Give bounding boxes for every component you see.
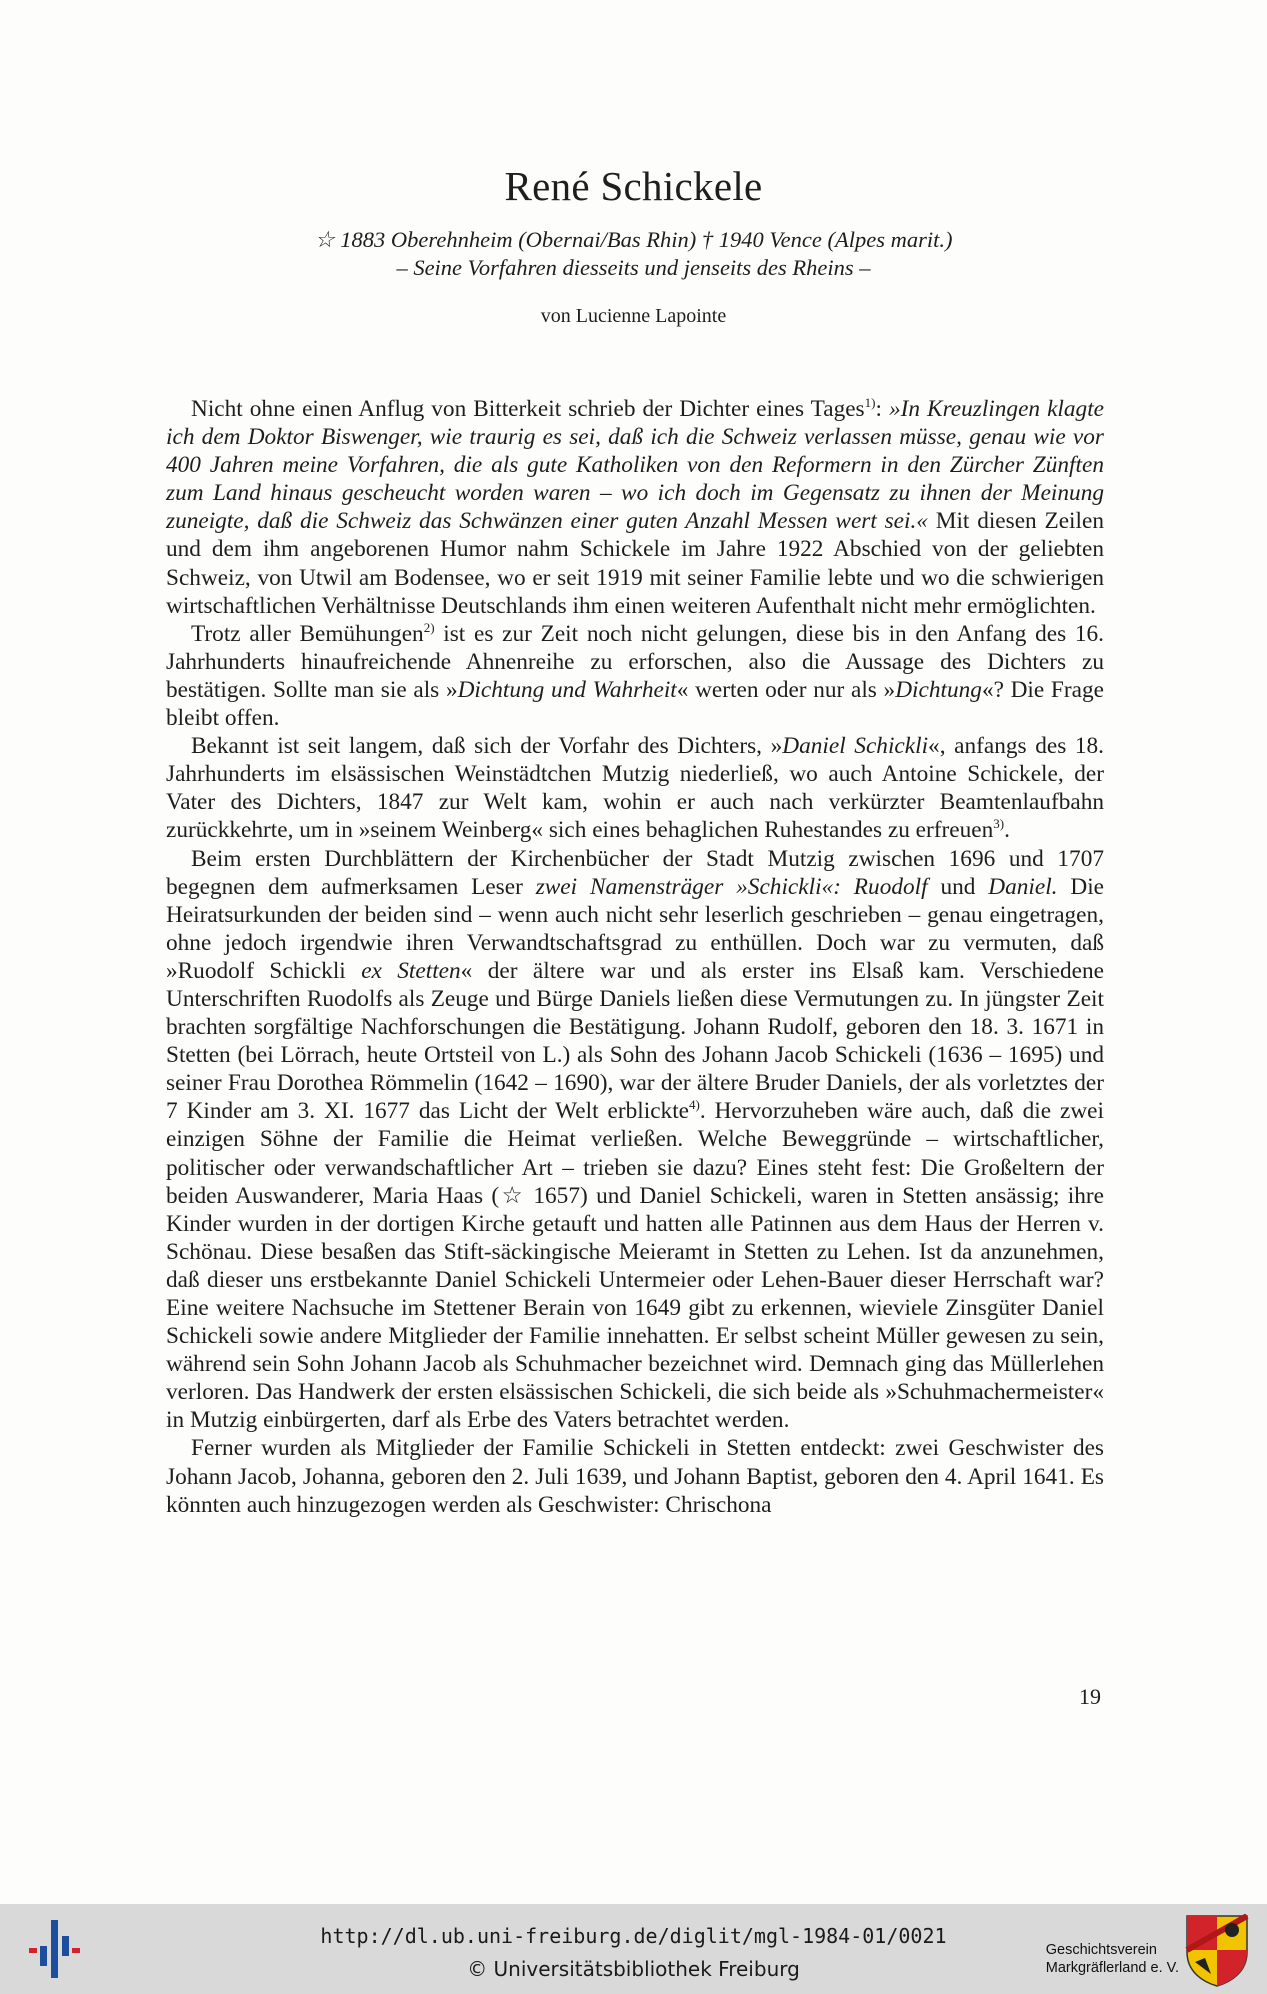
- italic-text: Daniel Schickli: [782, 733, 929, 760]
- text-run: Beim ersten Durchblättern der Kirchenbücher der Stadt Mutzig zwischen 1696 und 1707 begegnen dem aufmerksamen Leser: [166, 845, 1104, 900]
- text-run: .: [1004, 817, 1010, 844]
- text-run: Mit diesen Zeilen und dem ihm angeborenen Humor nahm Schickele im Jahre 1922 Abschied von der geliebten Schweiz, von Utwil am Bodensee, wo er seit 1919 mit seiner Familie lebte und wo die schwierigen wirtschaftlichen Verhältnisse Deutschlands ihm einen weiteren Aufenthalt nicht mehr ermöglichten.: [166, 508, 1104, 619]
- society-name-line-1: Geschichtsverein: [1045, 1942, 1157, 1958]
- footnote-marker: 1): [864, 395, 876, 411]
- italic-text: Dichtung: [895, 676, 982, 703]
- copyright-text: © Universitätsbibliothek Freiburg: [467, 1957, 800, 1981]
- society-name-line-2: Markgräflerland e. V.: [1045, 1960, 1179, 1976]
- paragraph-3: [166, 732, 1104, 844]
- italic-text: ex Stetten: [361, 957, 461, 984]
- text-run: Nicht ohne einen Anflug von Bitterkeit schrieb der Dichter eines Tages: [191, 396, 865, 422]
- text-run: Die Heiratsurkunden der beiden sind – wenn auch nicht sehr leserlich geschrieben – genau eingetragen, ohne jedoch irgendwie ihren Verwandtschaftsgrad zu enthüllen. Doch war zu vermuten, daß »Ruodolf Schickli: [166, 873, 1105, 984]
- viewer-footer: [0, 1904, 1267, 1994]
- society-name: [1046, 1941, 1179, 1977]
- footnote-marker: 2): [423, 619, 435, 635]
- text-run: «, anfangs des 18. Jahrhunderts im elsässischen Weinstädtchen Mutzig niederließ, wo auch Antoine Schickele, der Vater des Dichters, 1847 zur Welt kam, wohin er auch nach verkürzter Beamtenlaufbahn zurückkehrte, um in »seinem Weinberg« sich eines behaglichen Ruhestandes zu erfreuen: [166, 733, 1105, 844]
- article-byline: von Lucienne Lapointe: [540, 305, 727, 327]
- text-run: ist es zur Zeit noch nicht gelungen, diese bis in den Anfang des 16. Jahrhunderts hinaufreichende Ahnenreihe zu erforschen, also die Aussage des Dichters zu bestätigen. Sollte man sie als »: [166, 620, 1104, 703]
- article-title: René Schickele: [504, 163, 763, 209]
- quote-text: »In Kreuzlingen klagte ich dem Doktor Biswenger, wie traurig es sei, daß ich die Schweiz verlassen müsse, genau wie vor 400 Jahren meine Vorfahren, die als gute Katholiken von den Reformern in den Zürcher Zünften zum Land hinaus gescheucht worden waren – wo ich doch im Gegensatz zu ihnen der Meinung zuneigte, daß die Schweiz das Schwänzen einer guten Anzahl Messen wert sei.«: [166, 396, 1105, 535]
- text-run: «? Die Frage bleibt offen.: [166, 676, 1104, 732]
- paragraph-1: [166, 395, 1104, 620]
- paragraph-4: [166, 845, 1104, 1435]
- text-run: Trotz aller Bemühungen: [191, 620, 424, 647]
- paragraph-5: [166, 1434, 1104, 1518]
- document-url-link[interactable]: http://dl.ub.uni-freiburg.de/diglit/mgl-1984-01/0021: [320, 1924, 947, 1948]
- article-body: [166, 395, 1104, 1519]
- text-run: « werten oder nur als »: [676, 676, 896, 703]
- article-subtitle: – Seine Vorfahren diesseits und jenseits des Rheins –: [396, 255, 871, 280]
- text-run: . Hervorzuheben wäre auch, daß die zwei einzigen Söhne der Familie die Heimat verließen. Welche Beweggründe – wirtschaftlicher, politischer oder verwandschaftlicher Art – trieben sie dazu? Eines steht fest: Die Großeltern der beiden Auswanderer, Maria Haas (☆ 1657) und Daniel Schickeli, waren in Stetten ansässig; ihre Kinder wurden in der dortigen Kirche getauft und hatten alle Patinnen aus dem Haus der Herren v. Schönau. Diese besaßen das Stift-säckingische Meieramt in Stetten zu Lehen. Ist da anzunehmen, daß dieser uns erstbekannte Daniel Schickeli Untermeier oder Lehen-Bauer dieser Herrschaft war? Eine weitere Nachsuche im Stettener Berain von 1649 gibt zu erkennen, wieviele Zinsgüter Daniel Schickeli sowie andere Mitglieder der Familie innehatten. Er selbst scheint Müller gewesen zu sein, während sein Sohn Johann Jacob als Schuhmacher bezeichnet wird. Demnach ging das Müllerlehen verloren. Das Handwerk der ersten elsässischen Schickeli, die sich beide als »Schuhmachermeister« in Mutzig einbürgerten, darf als Erbe des Vaters betrachtet werden.: [166, 1098, 1104, 1434]
- text-run: Bekannt ist seit langem, daß sich der Vorfahr des Dichters, »: [191, 733, 783, 760]
- text-run: :: [875, 396, 889, 422]
- coat-of-arms-icon: [1185, 1914, 1249, 1988]
- article-subtitle-dates: ☆ 1883 Oberehnheim (Obernai/Bas Rhin) † 1940 Vence (Alpes marit.): [314, 227, 953, 252]
- italic-text: Dichtung und Wahrheit: [457, 676, 677, 703]
- text-run: « der ältere war und als erster ins Elsaß kam. Verschiedene Unterschriften Ruodolfs als Zeuge und Bürge Daniels ließen diese Vermutungen zu. In jüngster Zeit brachten sorgfältige Nachforschungen die Bestätigung. Johann Rudolf, geboren den 18. 3. 1671 in Stetten (bei Lörrach, heute Ortsteil von L.) als Sohn des Johann Jacob Schickeli (1636 – 1695) und seiner Frau Dorothea Römmelin (1642 – 1690), war der ältere Bruder Daniels, der als vorletztes der 7 Kinder am 3. XI. 1677 das Licht der Welt erblickte: [166, 957, 1104, 1125]
- text-run: Ferner wurden als Mitglieder der Familie Schickeli in Stetten entdeckt: zwei Geschwister des Johann Jacob, Johanna, geboren den 2. Juli 1639, und Johann Baptist, geboren den 4. April 1641. Es könnten auch hinzugezogen werden als Geschwister: Chrischona: [166, 1435, 1104, 1518]
- page-number: 19: [1079, 1684, 1101, 1709]
- paragraph-2: [166, 620, 1104, 732]
- text-run: und: [927, 873, 989, 900]
- italic-text: Daniel.: [988, 873, 1058, 900]
- footnote-marker: 3): [993, 816, 1005, 832]
- footnote-marker: 4): [689, 1097, 700, 1113]
- italic-text: zwei Namensträger »Schickli«: Ruodolf: [535, 873, 928, 900]
